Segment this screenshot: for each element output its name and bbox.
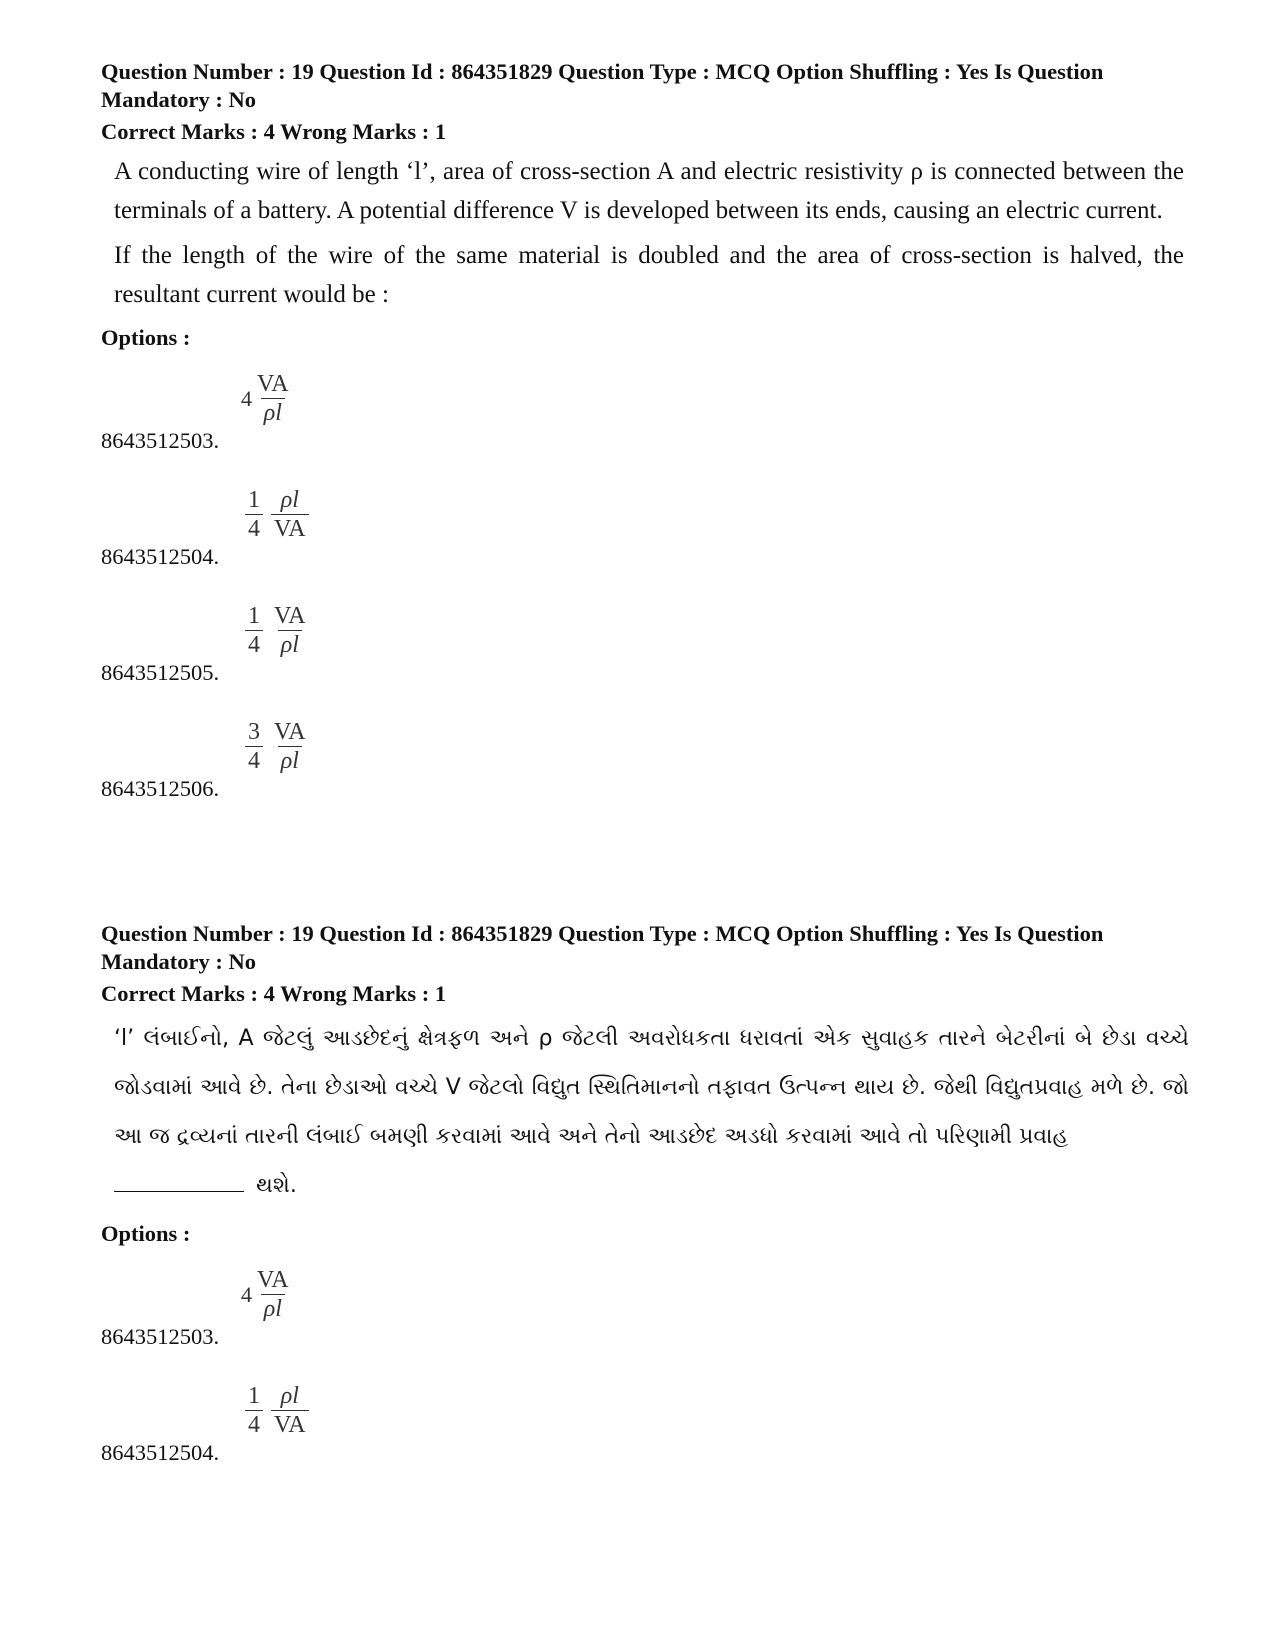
fraction-numerator: ρl [280,487,299,513]
option-formula [241,1266,296,1323]
option-formula [241,718,313,775]
option-item[interactable] [101,468,1191,584]
option-formula [241,602,313,659]
fraction-denominator: ρl [261,398,285,427]
option-item[interactable] [101,352,1191,468]
formula-coefficient: 4 [241,385,252,411]
option-id: 8643512504. [101,544,220,569]
options-label: Options : [101,325,191,350]
question-text-tail [114,1161,1189,1210]
formula-fraction [271,486,309,543]
option-formula [241,1382,313,1439]
fraction-denominator: VA [271,1410,309,1439]
formula-fraction [271,602,309,659]
question-block-gujarati [101,920,1191,1480]
formula-coefficient-fraction [245,1382,263,1439]
formula-fraction [271,718,309,775]
option-id: 8643512505. [101,660,220,685]
question-header: Question Number : 19 Question Id : 864351829 Question Type : MCQ Option Shuffling : Yes Is Question Mandatory : No [101,59,1104,112]
question-block-english [101,58,1191,816]
question-marks: Correct Marks : 4 Wrong Marks : 1 [101,981,447,1006]
formula-fraction [254,370,292,427]
question-text-paragraph-1: A conducting wire of length ‘l’, area of cross-section A and electric resistivity ρ is connected between the terminals of a battery. A potential difference V is developed between its ends, causing an electric current. [114,158,1184,224]
option-item[interactable] [101,584,1191,700]
coefficient-numerator: 3 [248,719,260,745]
fraction-numerator: VA [257,1267,289,1293]
coefficient-denominator: 4 [245,630,263,659]
coefficient-denominator: 4 [245,514,263,543]
option-id: 8643512503. [101,428,220,453]
fraction-numerator: VA [257,371,289,397]
option-item[interactable] [101,1364,1191,1480]
question-text-paragraph-2: If the length of the wire of the same material is doubled and the area of cross-section is halved, the resultant current would be : [114,242,1184,308]
question-text [114,152,1184,314]
option-formula [241,486,313,543]
option-item[interactable] [101,1248,1191,1364]
fraction-denominator: ρl [261,1294,285,1323]
coefficient-numerator: 1 [248,603,260,629]
formula-coefficient-fraction [245,718,263,775]
formula-coefficient-fraction [245,602,263,659]
coefficient-numerator: 1 [248,1383,260,1409]
fraction-denominator: ρl [278,746,302,775]
fraction-numerator: VA [274,603,306,629]
option-item[interactable] [101,700,1191,816]
question-text-paragraph: ‘l’ લંબાઈનો, A જેટલું આડછેદનું ક્ષેત્રફળ અને ρ જેટલી અવરોધકતા ધરાવતાં એક સુવાહક તારને બેટરીનાં બે છેડા વચ્ચે જોડવામાં આવે છે. તેના છેડાઓ વચ્ચે V જેટલો વિદ્યુત સ્થિતિમાનનો તફાવત ઉત્પન્ન થાય છે. જેથી વિદ્યુતપ્રવાહ મળે છે. જો આ જ દ્રવ્યનાં તારની લંબાઈ બમણી કરવામાં આવે અને તેનો આડછેદ અડધો કરવામાં આવે તો પરિણામી પ્રવાહ [114,1026,1189,1149]
question-text [114,1014,1189,1210]
option-id: 8643512503. [101,1324,220,1349]
fraction-denominator: VA [271,514,309,543]
formula-coefficient-fraction [245,486,263,543]
formula-fraction [254,1266,292,1323]
question-marks: Correct Marks : 4 Wrong Marks : 1 [101,119,447,144]
question-header: Question Number : 19 Question Id : 864351829 Question Type : MCQ Option Shuffling : Yes Is Question Mandatory : No [101,921,1104,974]
option-formula [241,370,296,427]
option-id: 8643512506. [101,776,220,801]
formula-coefficient: 4 [241,1281,252,1307]
option-id: 8643512504. [101,1440,220,1465]
coefficient-denominator: 4 [245,746,263,775]
options-label: Options : [101,1221,191,1246]
fraction-denominator: ρl [278,630,302,659]
coefficient-denominator: 4 [245,1410,263,1439]
formula-fraction [271,1382,309,1439]
coefficient-numerator: 1 [248,487,260,513]
answer-blank [114,1190,244,1192]
fraction-numerator: ρl [280,1383,299,1409]
fraction-numerator: VA [274,719,306,745]
question-text-tail-word: થશે. [256,1173,297,1198]
